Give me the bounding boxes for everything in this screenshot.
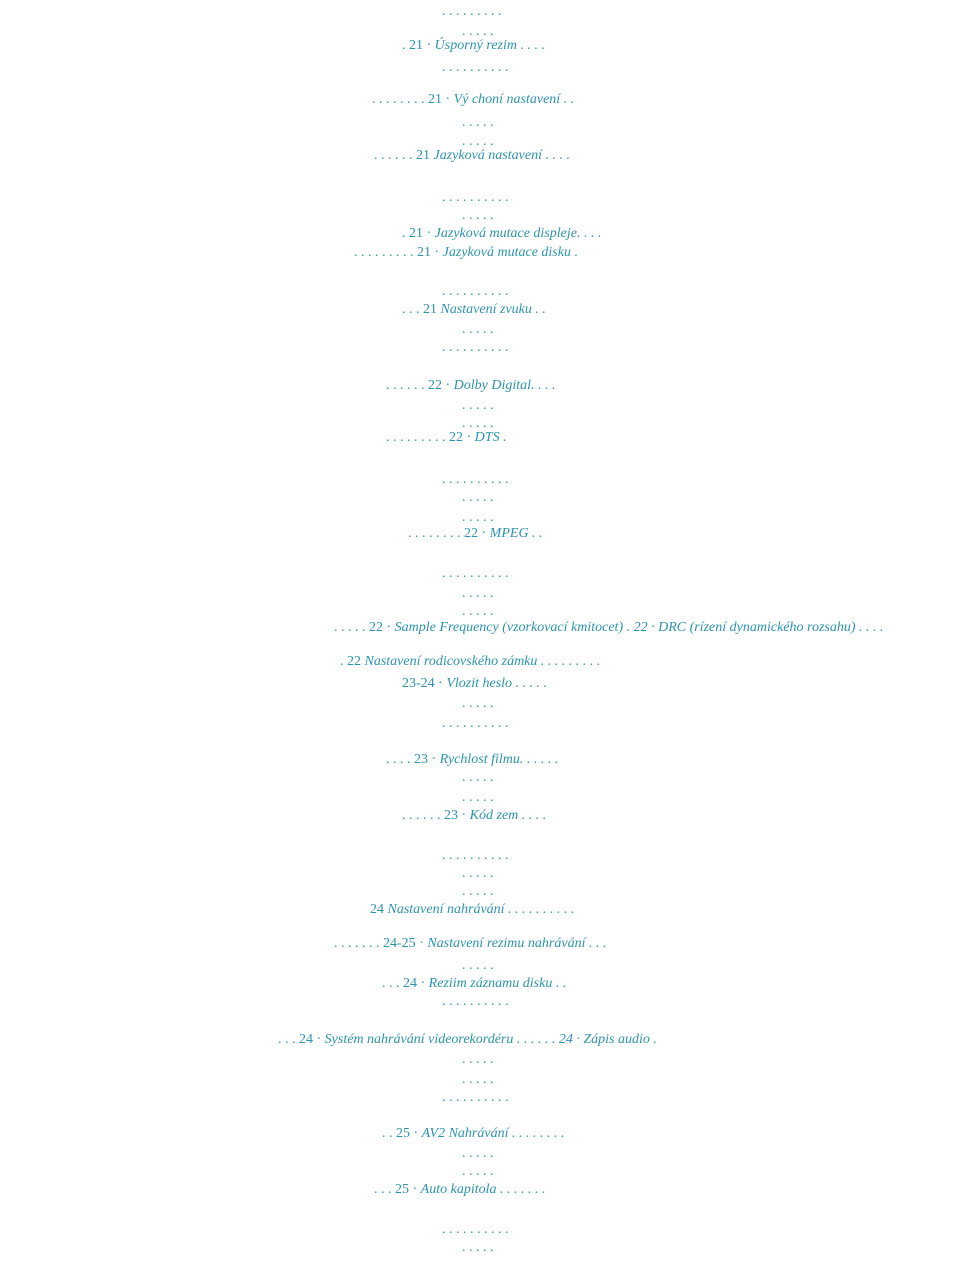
toc-leader-dots bbox=[462, 115, 494, 131]
toc-dots: . . . . . bbox=[462, 398, 494, 413]
toc-dots: . . . . . . . . . . bbox=[442, 60, 509, 75]
toc-dots: . 21 · bbox=[402, 38, 435, 53]
toc-dots: . . . . . bbox=[462, 416, 494, 431]
toc-dots: . . . . . bbox=[462, 770, 494, 785]
toc-leader-dots bbox=[462, 604, 494, 620]
toc-dots: . . . . . bbox=[462, 586, 494, 601]
toc-dots: . . . . . bbox=[462, 958, 494, 973]
toc-dots: . . . . . . . . . . bbox=[442, 716, 509, 731]
toc-leader-dots bbox=[462, 1072, 494, 1088]
toc-entry-title: Jazyková mutace displeje. . . . bbox=[434, 226, 602, 241]
toc-dots: . . . 21 bbox=[402, 302, 441, 317]
toc-entry-title: Rychlost filmu. . . . . . bbox=[439, 752, 559, 767]
toc-dots: . . . . 23 · bbox=[386, 752, 440, 767]
toc-entry bbox=[386, 378, 556, 394]
toc-entry bbox=[382, 1126, 564, 1142]
toc-leader-dots bbox=[462, 1164, 494, 1180]
toc-leader-dots bbox=[462, 696, 494, 712]
toc-entry-title: Nastavení rodicovského zámku . . . . . . . . . bbox=[364, 654, 601, 669]
toc-entry-title: Sample Frequency (vzorkovací kmitocet) . 22 · DRC (rízení dynamického rozsahu) . . . . bbox=[394, 620, 884, 635]
toc-leader-dots bbox=[442, 472, 509, 488]
toc-entry bbox=[402, 676, 547, 692]
toc-entry-title: DTS . bbox=[474, 430, 507, 445]
toc-dots: . . . . . bbox=[462, 510, 494, 525]
toc-entry bbox=[372, 92, 574, 108]
toc-entry-title: Nastavení rezimu nahrávání . . . bbox=[427, 936, 607, 951]
toc-entry bbox=[402, 808, 546, 824]
toc-dots: . . . . . bbox=[462, 866, 494, 881]
toc-entry bbox=[402, 226, 601, 242]
toc-leader-dots bbox=[462, 490, 494, 506]
toc-leader-dots bbox=[442, 848, 509, 864]
toc-leader-dots bbox=[442, 4, 502, 20]
toc-dots: . . . . . bbox=[462, 1072, 494, 1087]
toc-dots: . . . . . . . 24-25 · bbox=[334, 936, 428, 951]
toc-dots: . . . . . bbox=[462, 24, 494, 39]
toc-dots: . . . . . . . . . . bbox=[442, 1222, 509, 1237]
toc-entry-title: Nastavení zvuku . . bbox=[440, 302, 546, 317]
toc-leader-dots bbox=[462, 586, 494, 602]
toc-dots: . . . . . bbox=[462, 322, 494, 337]
toc-dots: . 21 · bbox=[402, 226, 435, 241]
toc-entry-title: Kód zem . . . . bbox=[469, 808, 547, 823]
toc-dots: . . . . . bbox=[462, 1146, 494, 1161]
toc-leader-dots bbox=[462, 1240, 494, 1256]
toc-dots: . . . . . bbox=[462, 884, 494, 899]
toc-leader-dots bbox=[462, 322, 494, 338]
toc-dots: . . . . . . . . . . bbox=[442, 190, 509, 205]
toc-entry bbox=[374, 148, 570, 164]
toc-dots: . . . . . . . . . . bbox=[442, 848, 509, 863]
toc-entry-title: Systém nahrávání videorekordéru . . . . . . 24 · Zápis audio . bbox=[324, 1032, 657, 1047]
toc-dots: . . . . . bbox=[462, 208, 494, 223]
toc-entry-title: Vý choní nastavení . . bbox=[453, 92, 575, 107]
toc-dots: . . . . . bbox=[462, 115, 494, 130]
toc-dots: . . . 24 · bbox=[382, 976, 429, 991]
toc-entry bbox=[334, 936, 606, 952]
toc-entry-title: Auto kapitola . . . . . . . bbox=[420, 1182, 546, 1197]
toc-dots: . . . . . bbox=[462, 134, 494, 149]
toc-entry bbox=[370, 902, 575, 918]
toc-dots: . 22 bbox=[340, 654, 365, 669]
toc-dots: . . . . . . . . . . bbox=[442, 472, 509, 487]
toc-entry-title: Jazyková nastavení . . . . bbox=[433, 148, 570, 163]
toc-dots: 24 bbox=[370, 902, 388, 917]
toc-leader-dots bbox=[442, 60, 509, 76]
toc-entry-title: AV2 Nahrávání . . . . . . . . bbox=[421, 1126, 565, 1141]
toc-leader-dots bbox=[462, 790, 494, 806]
toc-entry bbox=[402, 38, 545, 54]
toc-dots: . . . . . . 23 · bbox=[402, 808, 470, 823]
toc-entry bbox=[382, 976, 566, 992]
toc-dots: . . . . . . . . . . bbox=[442, 994, 509, 1009]
toc-entry bbox=[340, 654, 600, 670]
toc-dots: . . . . . . . . . . bbox=[442, 284, 509, 299]
toc-leader-dots bbox=[462, 884, 494, 900]
toc-dots: 23-24 · bbox=[402, 676, 447, 691]
toc-entry bbox=[278, 1032, 657, 1048]
toc-leader-dots bbox=[442, 994, 509, 1010]
toc-dots: . . . . . . 22 · bbox=[386, 378, 454, 393]
toc-entry-title: Jazyková mutace disku . bbox=[442, 245, 578, 260]
toc-dots: . . . . . bbox=[462, 1240, 494, 1255]
toc-leader-dots bbox=[462, 208, 494, 224]
toc-dots: . . . . . . . . . . bbox=[442, 1090, 509, 1105]
toc-dots: . . . 25 · bbox=[374, 1182, 421, 1197]
toc-leader-dots bbox=[442, 566, 509, 582]
toc-dots: . . . . . . . . . 22 · bbox=[386, 430, 475, 445]
toc-dots: . . . . . . . . 21 · bbox=[372, 92, 454, 107]
toc-leader-dots bbox=[462, 1052, 494, 1068]
toc-dots: . . . . . bbox=[462, 790, 494, 805]
toc-dots: . . . . . bbox=[462, 696, 494, 711]
toc-dots: . . 25 · bbox=[382, 1126, 422, 1141]
toc-dots: . . . . . bbox=[462, 604, 494, 619]
toc-entry bbox=[354, 245, 578, 261]
toc-leader-dots bbox=[462, 510, 494, 526]
toc-entry-title: Úsporný rezim . . . . bbox=[434, 38, 545, 53]
toc-leader-dots bbox=[462, 770, 494, 786]
toc-dots: . . . . . bbox=[462, 1164, 494, 1179]
toc-entry-title: Nastavení nahrávání . . . . . . . . . . bbox=[387, 902, 575, 917]
toc-dots: . . . . . . . . . 21 · bbox=[354, 245, 443, 260]
toc-leader-dots bbox=[442, 190, 509, 206]
toc-dots: . . . . . . 21 bbox=[374, 148, 434, 163]
toc-entry bbox=[374, 1182, 546, 1198]
toc-leader-dots bbox=[442, 716, 509, 732]
toc-entry-title: Vlozit heslo . . . . . bbox=[446, 676, 548, 691]
toc-entry bbox=[402, 302, 546, 318]
toc-dots: . . . . . bbox=[462, 1052, 494, 1067]
toc-entry bbox=[386, 752, 558, 768]
toc-leader-dots bbox=[462, 398, 494, 414]
toc-leader-dots bbox=[462, 958, 494, 974]
toc-entry-title: MPEG . . bbox=[489, 526, 543, 541]
toc-leader-dots bbox=[442, 1222, 509, 1238]
toc-dots: . . . . . . . . . . bbox=[442, 566, 509, 581]
toc-dots: . . . . . . . . . . bbox=[442, 340, 509, 355]
toc-entry-title: Dolby Digital. . . . bbox=[453, 378, 556, 393]
toc-leader-dots bbox=[442, 1090, 509, 1106]
toc-leader-dots bbox=[442, 340, 509, 356]
toc-leader-dots bbox=[442, 284, 509, 300]
toc-leader-dots bbox=[462, 866, 494, 882]
toc-entry bbox=[386, 430, 507, 446]
toc-dots: . . . . . 22 · bbox=[334, 620, 395, 635]
toc-entry bbox=[408, 526, 543, 542]
toc-dots: . . . . . bbox=[462, 490, 494, 505]
toc-dots: . . . 24 · bbox=[278, 1032, 325, 1047]
toc-leader-dots bbox=[462, 1146, 494, 1162]
toc-dots: . . . . . . . . . bbox=[442, 4, 502, 19]
toc-entry bbox=[334, 620, 884, 636]
toc-entry-title: Reziim záznamu disku . . bbox=[428, 976, 567, 991]
toc-dots: . . . . . . . . 22 · bbox=[408, 526, 490, 541]
